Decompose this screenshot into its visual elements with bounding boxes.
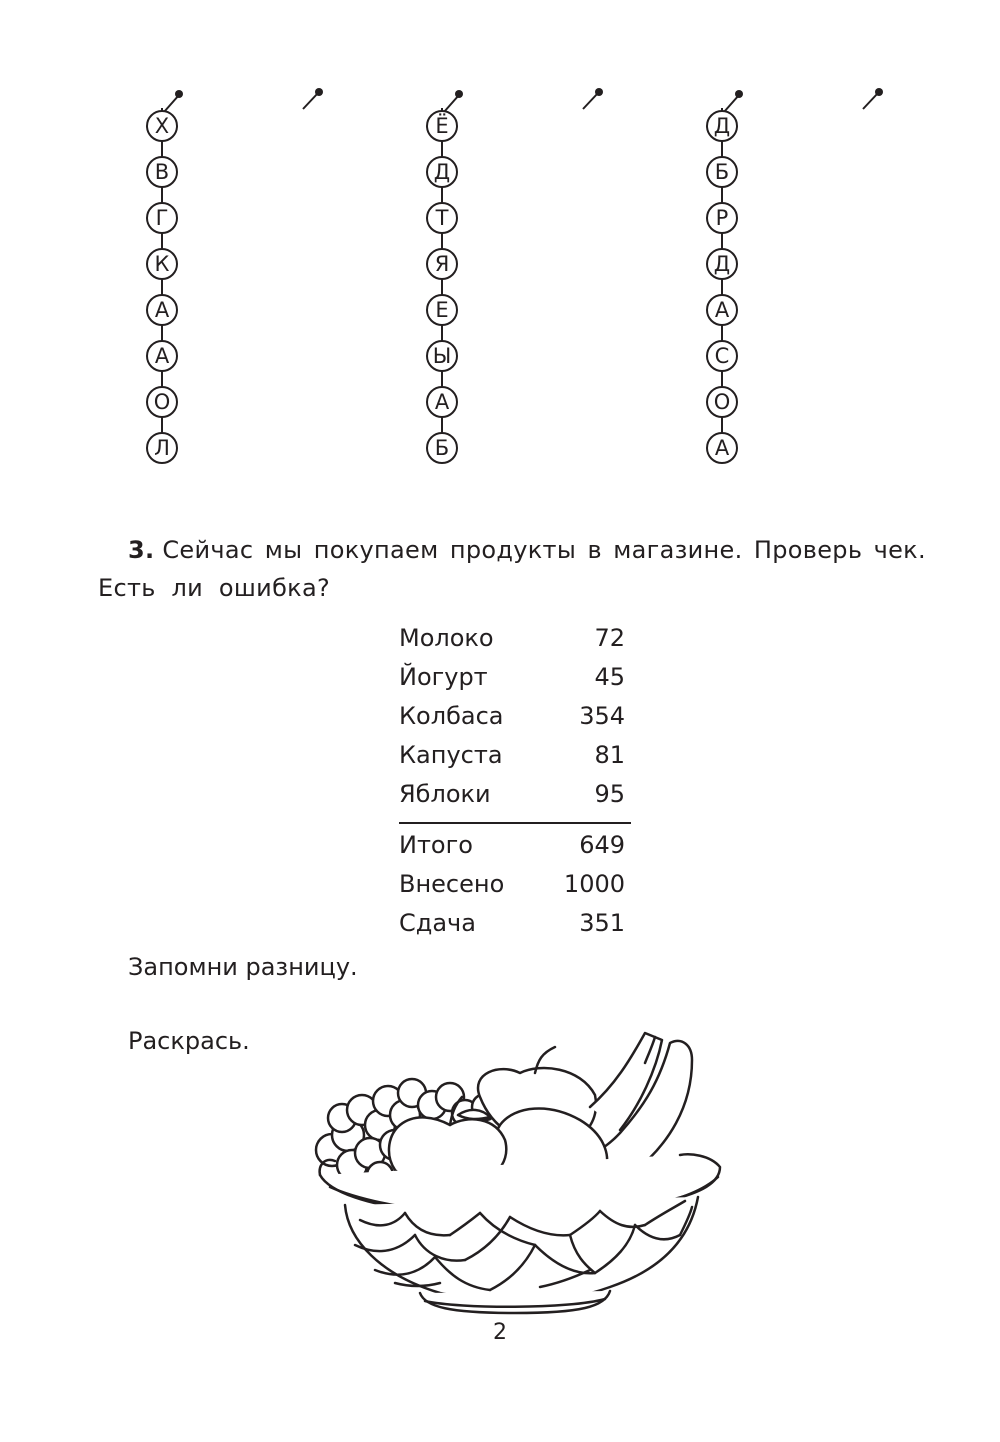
bead: Д xyxy=(706,110,738,142)
change-label: Сдача xyxy=(399,909,476,937)
receipt-row xyxy=(399,658,631,697)
bead: Е xyxy=(426,294,458,326)
bead: А xyxy=(706,294,738,326)
receipt-row xyxy=(399,697,631,736)
item-price: 354 xyxy=(579,702,625,730)
item-name: Капуста xyxy=(399,741,503,769)
bead: В xyxy=(146,156,178,188)
bead-string-2 xyxy=(412,86,472,466)
task-word: покупаем xyxy=(313,536,439,564)
paid-label: Внесено xyxy=(399,870,505,898)
bead-string-1 xyxy=(132,86,192,466)
item-price: 81 xyxy=(594,741,625,769)
total-value: 649 xyxy=(579,831,625,859)
fruit-basket-illustration xyxy=(300,1025,730,1315)
empty-needle-icon xyxy=(300,86,330,112)
bead: Я xyxy=(426,248,458,280)
task-line-2: Есть ли ошибка? xyxy=(98,574,331,602)
task-3-text xyxy=(98,531,926,607)
bead-string-3 xyxy=(692,86,752,466)
color-instruction: Раскрась. xyxy=(128,1027,250,1055)
bead: Д xyxy=(426,156,458,188)
receipt-row xyxy=(399,619,631,658)
bead: Т xyxy=(426,202,458,234)
bead: О xyxy=(706,386,738,418)
item-name: Яблоки xyxy=(399,780,491,808)
task-word: Сейчас xyxy=(162,536,254,564)
bead: Б xyxy=(426,432,458,464)
bead: Р xyxy=(706,202,738,234)
bead: Л xyxy=(146,432,178,464)
bead: А xyxy=(426,386,458,418)
item-name: Йогурт xyxy=(399,663,488,691)
receipt-row xyxy=(399,775,631,814)
total-label: Итого xyxy=(399,831,473,859)
task-word: чек. xyxy=(873,536,926,564)
bead: А xyxy=(706,432,738,464)
bead: А xyxy=(146,294,178,326)
empty-needle-icon xyxy=(860,86,890,112)
item-name: Молоко xyxy=(399,624,494,652)
task-word: мы xyxy=(264,536,303,564)
bead: Г xyxy=(146,202,178,234)
bead: А xyxy=(146,340,178,372)
bead: К xyxy=(146,248,178,280)
task-line-1 xyxy=(98,531,926,569)
bead: Ы xyxy=(426,340,458,372)
item-price: 95 xyxy=(594,780,625,808)
bead: Ё xyxy=(426,110,458,142)
empty-needle-icon xyxy=(580,86,610,112)
bead: С xyxy=(706,340,738,372)
paid-value: 1000 xyxy=(563,870,625,898)
receipt-paid-row xyxy=(399,865,631,904)
task-word: в xyxy=(587,536,602,564)
receipt-row xyxy=(399,736,631,775)
change-value: 351 xyxy=(579,909,625,937)
bead: О xyxy=(146,386,178,418)
receipt-total-row xyxy=(399,826,631,865)
receipt-change-row xyxy=(399,904,631,943)
task-word: Проверь xyxy=(753,536,863,564)
item-price: 45 xyxy=(594,663,625,691)
page-number: 2 xyxy=(493,1320,507,1345)
receipt-divider xyxy=(399,822,631,824)
bead: Б xyxy=(706,156,738,188)
remember-text: Запомни разницу. xyxy=(128,953,358,981)
bead: Д xyxy=(706,248,738,280)
task-word: продукты xyxy=(449,536,577,564)
task-word: магазине. xyxy=(613,536,743,564)
item-name: Колбаса xyxy=(399,702,504,730)
receipt xyxy=(399,619,631,943)
task-number: 3. xyxy=(128,536,155,564)
item-price: 72 xyxy=(594,624,625,652)
bead: Х xyxy=(146,110,178,142)
